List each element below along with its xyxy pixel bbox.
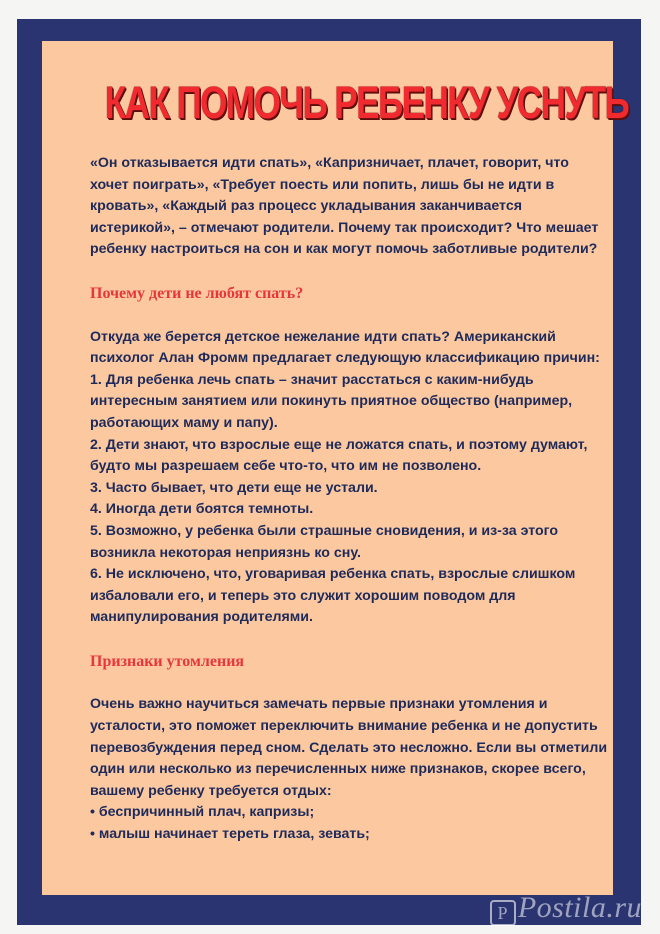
- content-panel: [42, 41, 629, 895]
- reason-item: 3. Часто бывает, что дети еще не устали.: [90, 479, 378, 496]
- watermark-logo-icon: P: [490, 900, 516, 926]
- blue-frame: [17, 19, 641, 925]
- section-heading-signs: Признаки утомления: [90, 652, 245, 670]
- watermark: [490, 891, 642, 926]
- reasons-block: [90, 327, 610, 629]
- sign-item: • беспричинный плач, капризы;: [90, 804, 315, 821]
- reason-item: 4. Иногда дети боятся темноты.: [90, 501, 314, 518]
- signs-block: [90, 694, 610, 845]
- reason-item: 6. Не исключено, что, уговаривая ребенка спать, взрослые слишком избаловали его, и теперь это служит хорошим поводом для манипулирования родителями.: [90, 566, 576, 626]
- reason-item: 5. Возможно, у ребенка были страшные сновидения, и из-за этого возникла некоторая неприязнь ко сну.: [90, 522, 559, 561]
- section-heading-why: Почему дети не любят спать?: [90, 284, 304, 302]
- reason-item: 1. Для ребенка лечь спать – значит расстаться с каким-нибудь интересным занятием или покинуть приятное общество (например, работающих маму и папу).: [90, 371, 573, 431]
- sign-item: • малыш начинает тереть глаза, зевать;: [90, 826, 370, 843]
- reasons-lead: Откуда же берется детское нежелание идти спать? Американский психолог Алан Фромм предлагает следующую классификацию причин:: [90, 328, 600, 367]
- intro-paragraph: «Он отказывается идти спать», «Капризничает, плачет, говорит, что хочет поиграть», «Требует поесть или попить, лишь бы не идти в кровать», «Каждый раз процесс укладывания заканчивается истерикой», – отмечают родители. Почему так происходит? Что мешает ребенку настроиться на сон и как могут помочь заботливые родители?: [90, 155, 599, 258]
- page-title: КАК ПОМОЧЬ РЕБЕНКУ УСНУТЬ: [104, 77, 629, 128]
- reason-item: 2. Дети знают, что взрослые еще не ложатся спать, и поэтому думают, будто мы разрешаем себе что-то, что им не позволено.: [90, 436, 588, 475]
- article-body: [90, 153, 610, 868]
- signs-lead: Очень важно научиться замечать первые признаки утомления и усталости, это поможет переключить внимание ребенка и не допустить перевозбуждения перед сном. Сделать это несложно. Если вы отметили один или несколько из перечисленных ниже признаков, скорее всего, вашему ребенку требуется отдых:: [90, 696, 608, 799]
- watermark-text: Postila.ru: [517, 891, 642, 924]
